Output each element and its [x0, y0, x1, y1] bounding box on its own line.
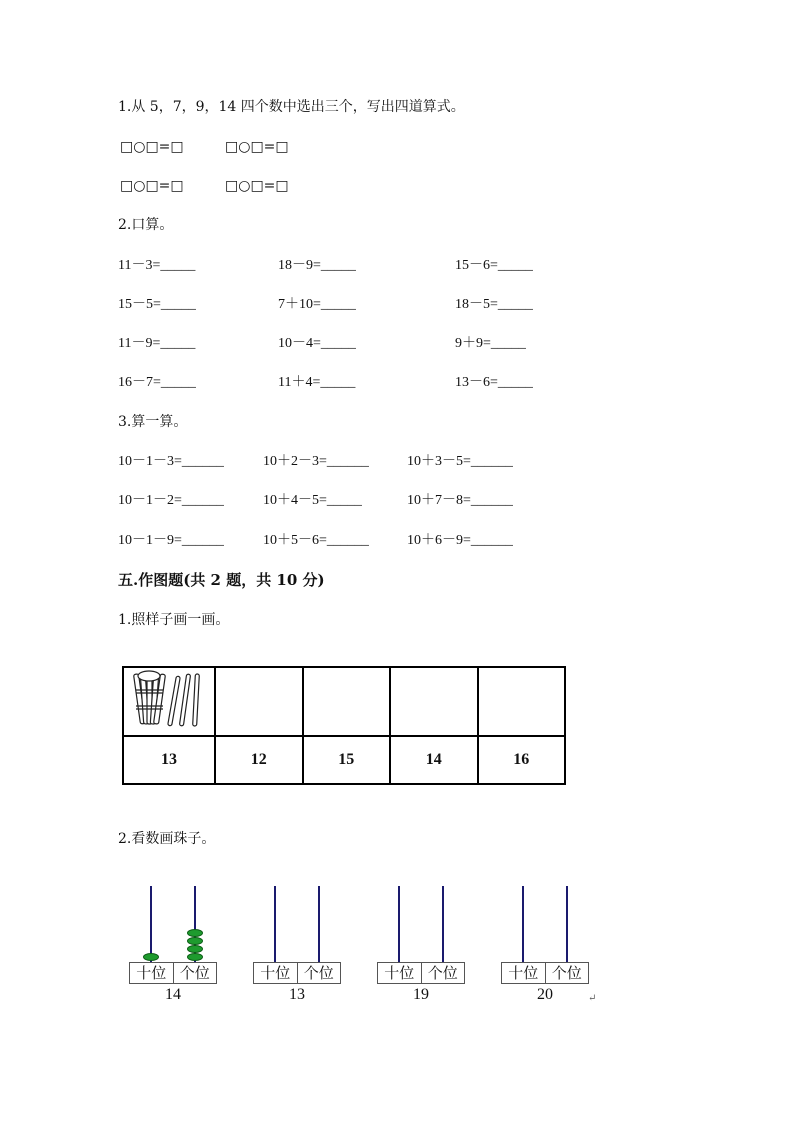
tens-bead — [143, 953, 159, 961]
q1-title: 1.从 5，7，9，14 四个数中选出三个，写出四道算式。 — [118, 99, 465, 115]
arithmetic-item: 10－1－2=______ — [118, 493, 224, 508]
arithmetic-item: 7＋10=_____ — [278, 297, 356, 312]
tens-rod — [274, 886, 276, 962]
drawing-cell[interactable] — [303, 667, 391, 736]
arithmetic-item: 10＋3－5=______ — [407, 454, 513, 469]
ones-rod — [318, 886, 320, 962]
abacus-number: 19 — [413, 986, 429, 1003]
arithmetic-item: 10－1－3=______ — [118, 454, 224, 469]
arithmetic-item: 9＋9=_____ — [455, 336, 526, 351]
arithmetic-item: 10＋7－8=______ — [407, 493, 513, 508]
drawing-cell[interactable] — [390, 667, 478, 736]
tens-label: 十位 — [508, 964, 539, 982]
drawing-table — [122, 666, 566, 785]
tens-label: 十位 — [260, 964, 291, 982]
arithmetic-item: 10＋6－9=______ — [407, 533, 513, 548]
ones-rod — [566, 886, 568, 962]
arithmetic-item: 16－7=_____ — [118, 375, 196, 390]
place-value-labels — [377, 962, 465, 984]
s5-q1-title: 1.照样子画一画。 — [118, 612, 230, 628]
ones-label: 个位 — [173, 963, 217, 983]
arithmetic-item: 15－6=_____ — [455, 258, 533, 273]
arithmetic-item: 10－1－9=______ — [118, 533, 224, 548]
section-heading: 五.作图题(共 2 题，共 10 分) — [118, 571, 325, 589]
bundled-sticks-icon — [127, 668, 211, 730]
place-value-labels — [253, 962, 341, 984]
equation-template: □○□=□ — [120, 178, 184, 194]
ones-label: 个位 — [545, 963, 589, 983]
arithmetic-item: 10＋5－6=______ — [263, 533, 369, 548]
ones-rod — [442, 886, 444, 962]
ones-bead — [187, 953, 203, 961]
tens-rod — [522, 886, 524, 962]
ones-label: 个位 — [421, 963, 465, 983]
abacus-number: 13 — [289, 986, 305, 1003]
tens-rod — [150, 886, 152, 962]
drawing-cell[interactable] — [478, 667, 566, 736]
arithmetic-item: 11－9=_____ — [118, 336, 196, 351]
arithmetic-item: 10－4=_____ — [278, 336, 356, 351]
abacus — [129, 886, 217, 1002]
equation-template: □○□=□ — [120, 139, 184, 155]
arithmetic-item: 13－6=_____ — [455, 375, 533, 390]
table-number: 13 — [123, 736, 215, 784]
s5-q2-title: 2.看数画珠子。 — [118, 831, 216, 847]
arithmetic-item: 18－5=_____ — [455, 297, 533, 312]
table-number: 16 — [478, 736, 566, 784]
equation-template: □○□=□ — [225, 178, 289, 194]
ones-label: 个位 — [297, 963, 341, 983]
arithmetic-item: 10＋2－3=______ — [263, 454, 369, 469]
place-value-labels — [501, 962, 589, 984]
ones-bead — [187, 929, 203, 937]
abacus[interactable] — [253, 886, 341, 1002]
table-number: 15 — [303, 736, 391, 784]
place-value-labels — [129, 962, 217, 984]
tens-label: 十位 — [384, 964, 415, 982]
equation-template: □○□=□ — [225, 139, 289, 155]
q2-title: 2.口算。 — [118, 217, 174, 233]
abacus[interactable] — [501, 886, 589, 1002]
table-number: 14 — [390, 736, 478, 784]
arithmetic-item: 18－9=_____ — [278, 258, 356, 273]
drawing-cell[interactable] — [215, 667, 303, 736]
tens-rod — [398, 886, 400, 962]
tens-label: 十位 — [136, 964, 167, 982]
abacus-number: 20 — [537, 986, 553, 1003]
arithmetic-item: 10＋4－5=_____ — [263, 493, 362, 508]
example-sticks-cell — [123, 667, 215, 736]
ones-bead — [187, 937, 203, 945]
arithmetic-item: 11＋4=_____ — [278, 375, 356, 390]
abacus[interactable] — [377, 886, 465, 1002]
table-number: 12 — [215, 736, 303, 784]
paragraph-return-icon: ↵ — [588, 993, 597, 1004]
abacus-number: 14 — [165, 986, 181, 1003]
ones-bead — [187, 945, 203, 953]
q3-title: 3.算一算。 — [118, 414, 188, 430]
arithmetic-item: 11－3=_____ — [118, 258, 196, 273]
arithmetic-item: 15－5=_____ — [118, 297, 196, 312]
